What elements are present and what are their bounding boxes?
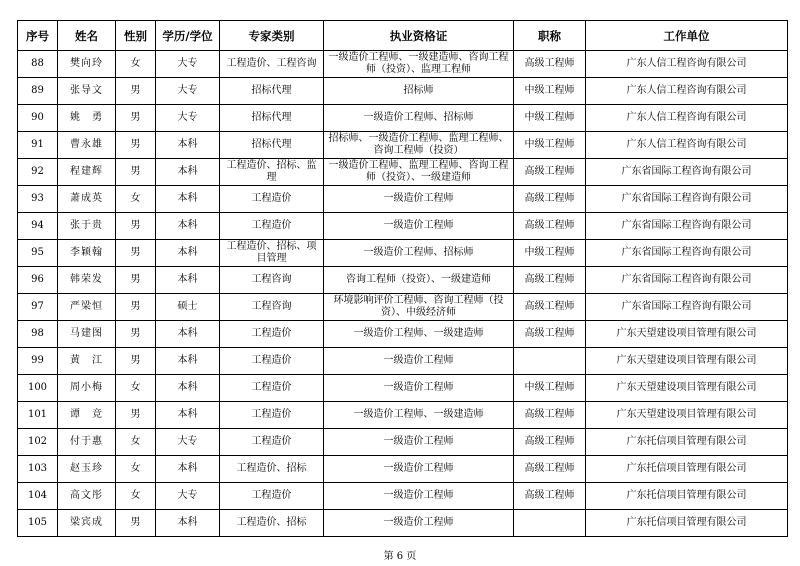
header-cell: 学历/学位 <box>156 21 220 51</box>
employer-cell: 广东省国际工程咨询有限公司 <box>586 294 788 321</box>
education-cell: 本科 <box>156 186 220 213</box>
employer-cell: 广东托信项目管理有限公司 <box>586 483 788 510</box>
serial-cell: 99 <box>18 348 58 375</box>
table-header-row <box>18 21 788 51</box>
page-number: 第 6 页 <box>383 551 417 562</box>
name-cell: 马建图 <box>58 321 116 348</box>
qualification-cell: 一级造价工程师、招标师 <box>324 105 514 132</box>
qualification-cell: 咨询工程师（投资）、一级建造师 <box>324 267 514 294</box>
category-cell: 招标代理 <box>220 78 324 105</box>
gender-cell: 男 <box>116 78 156 105</box>
qualification-cell: 招标师、一级造价工程师、监理工程师、咨询工程师（投资） <box>324 132 514 159</box>
education-cell: 本科 <box>156 510 220 537</box>
header-cell: 姓名 <box>58 21 116 51</box>
header-cell: 序号 <box>18 21 58 51</box>
table-row <box>18 375 788 402</box>
serial-cell: 93 <box>18 186 58 213</box>
table-row <box>18 78 788 105</box>
qualification-cell: 一级造价工程师 <box>324 429 514 456</box>
table-row <box>18 186 788 213</box>
title-cell: 高级工程师 <box>514 294 586 321</box>
table-row <box>18 51 788 78</box>
category-cell: 工程造价 <box>220 348 324 375</box>
education-cell: 大专 <box>156 429 220 456</box>
gender-cell: 女 <box>116 375 156 402</box>
title-cell: 中级工程师 <box>514 132 586 159</box>
education-cell: 本科 <box>156 375 220 402</box>
serial-cell: 89 <box>18 78 58 105</box>
title-cell <box>514 348 586 375</box>
category-cell: 工程造价 <box>220 402 324 429</box>
expert-table <box>17 20 788 537</box>
education-cell: 大专 <box>156 51 220 78</box>
serial-cell: 103 <box>18 456 58 483</box>
serial-cell: 90 <box>18 105 58 132</box>
education-cell: 硕士 <box>156 294 220 321</box>
gender-cell: 女 <box>116 186 156 213</box>
title-cell <box>514 510 586 537</box>
qualification-cell: 一级造价工程师 <box>324 375 514 402</box>
name-cell: 高文彤 <box>58 483 116 510</box>
qualification-cell: 环境影响评价工程师、咨询工程师（投资）、中级经济师 <box>324 294 514 321</box>
gender-cell: 男 <box>116 321 156 348</box>
name-cell: 李颖翰 <box>58 240 116 267</box>
table-row <box>18 429 788 456</box>
serial-cell: 100 <box>18 375 58 402</box>
table-row <box>18 294 788 321</box>
category-cell: 工程咨询 <box>220 294 324 321</box>
table-row <box>18 267 788 294</box>
header-cell: 职称 <box>514 21 586 51</box>
serial-cell: 95 <box>18 240 58 267</box>
category-cell: 工程造价、招标 <box>220 510 324 537</box>
qualification-cell: 一级造价工程师 <box>324 213 514 240</box>
category-cell: 工程咨询 <box>220 267 324 294</box>
table-row <box>18 402 788 429</box>
title-cell: 中级工程师 <box>514 105 586 132</box>
table-row <box>18 348 788 375</box>
employer-cell: 广东天望建设项目管理有限公司 <box>586 321 788 348</box>
title-cell: 中级工程师 <box>514 78 586 105</box>
gender-cell: 男 <box>116 294 156 321</box>
gender-cell: 男 <box>116 240 156 267</box>
employer-cell: 广东省国际工程咨询有限公司 <box>586 267 788 294</box>
employer-cell: 广东天望建设项目管理有限公司 <box>586 402 788 429</box>
education-cell: 本科 <box>156 321 220 348</box>
header-cell: 执业资格证 <box>324 21 514 51</box>
name-cell: 樊向玲 <box>58 51 116 78</box>
gender-cell: 女 <box>116 483 156 510</box>
title-cell: 中级工程师 <box>514 375 586 402</box>
education-cell: 本科 <box>156 456 220 483</box>
education-cell: 本科 <box>156 402 220 429</box>
education-cell: 大专 <box>156 78 220 105</box>
table-row <box>18 213 788 240</box>
name-cell: 程建辉 <box>58 159 116 186</box>
employer-cell: 广东省国际工程咨询有限公司 <box>586 213 788 240</box>
serial-cell: 94 <box>18 213 58 240</box>
serial-cell: 96 <box>18 267 58 294</box>
table-row <box>18 132 788 159</box>
education-cell: 本科 <box>156 240 220 267</box>
table-row <box>18 483 788 510</box>
table-row <box>18 321 788 348</box>
gender-cell: 女 <box>116 429 156 456</box>
table-row <box>18 159 788 186</box>
employer-cell: 广东人信工程咨询有限公司 <box>586 78 788 105</box>
category-cell: 工程造价 <box>220 483 324 510</box>
name-cell: 严梁恒 <box>58 294 116 321</box>
qualification-cell: 一级造价工程师、一级建造师 <box>324 402 514 429</box>
education-cell: 本科 <box>156 132 220 159</box>
employer-cell: 广东省国际工程咨询有限公司 <box>586 186 788 213</box>
name-cell: 张于贵 <box>58 213 116 240</box>
gender-cell: 男 <box>116 510 156 537</box>
qualification-cell: 一级造价工程师、一级建造师、咨询工程师（投资）、监理工程师 <box>324 51 514 78</box>
education-cell: 本科 <box>156 348 220 375</box>
qualification-cell: 一级造价工程师、监理工程师、咨询工程师（投资）、一级建造师 <box>324 159 514 186</box>
table-row <box>18 456 788 483</box>
employer-cell: 广东人信工程咨询有限公司 <box>586 51 788 78</box>
gender-cell: 男 <box>116 213 156 240</box>
category-cell: 工程造价、招标、项目管理 <box>220 240 324 267</box>
title-cell: 高级工程师 <box>514 321 586 348</box>
title-cell: 高级工程师 <box>514 483 586 510</box>
serial-cell: 92 <box>18 159 58 186</box>
name-cell: 付于惠 <box>58 429 116 456</box>
qualification-cell: 一级造价工程师 <box>324 186 514 213</box>
category-cell: 工程造价、招标 <box>220 456 324 483</box>
employer-cell: 广东省国际工程咨询有限公司 <box>586 240 788 267</box>
employer-cell: 广东人信工程咨询有限公司 <box>586 105 788 132</box>
serial-cell: 98 <box>18 321 58 348</box>
table-row <box>18 510 788 537</box>
table-row <box>18 105 788 132</box>
gender-cell: 男 <box>116 267 156 294</box>
name-cell: 韩荣发 <box>58 267 116 294</box>
serial-cell: 97 <box>18 294 58 321</box>
name-cell: 梁宾成 <box>58 510 116 537</box>
title-cell: 高级工程师 <box>514 429 586 456</box>
name-cell: 萧成英 <box>58 186 116 213</box>
gender-cell: 女 <box>116 456 156 483</box>
qualification-cell: 一级造价工程师 <box>324 456 514 483</box>
employer-cell: 广东人信工程咨询有限公司 <box>586 132 788 159</box>
serial-cell: 88 <box>18 51 58 78</box>
gender-cell: 男 <box>116 132 156 159</box>
gender-cell: 男 <box>116 402 156 429</box>
name-cell: 赵玉珍 <box>58 456 116 483</box>
title-cell: 中级工程师 <box>514 240 586 267</box>
qualification-cell: 一级造价工程师 <box>324 348 514 375</box>
employer-cell: 广东托信项目管理有限公司 <box>586 429 788 456</box>
employer-cell: 广东省国际工程咨询有限公司 <box>586 159 788 186</box>
education-cell: 本科 <box>156 267 220 294</box>
employer-cell: 广东托信项目管理有限公司 <box>586 456 788 483</box>
category-cell: 招标代理 <box>220 132 324 159</box>
header-cell: 专家类别 <box>220 21 324 51</box>
title-cell: 高级工程师 <box>514 402 586 429</box>
name-cell: 曹永雄 <box>58 132 116 159</box>
gender-cell: 女 <box>116 51 156 78</box>
employer-cell: 广东托信项目管理有限公司 <box>586 510 788 537</box>
category-cell: 工程造价 <box>220 429 324 456</box>
category-cell: 工程造价、招标、监理 <box>220 159 324 186</box>
name-cell: 黄 江 <box>58 348 116 375</box>
category-cell: 工程造价 <box>220 375 324 402</box>
category-cell: 工程造价 <box>220 213 324 240</box>
header-cell: 工作单位 <box>586 21 788 51</box>
gender-cell: 男 <box>116 348 156 375</box>
serial-cell: 91 <box>18 132 58 159</box>
title-cell: 高级工程师 <box>514 213 586 240</box>
name-cell: 姚 勇 <box>58 105 116 132</box>
education-cell: 大专 <box>156 105 220 132</box>
category-cell: 招标代理 <box>220 105 324 132</box>
title-cell: 高级工程师 <box>514 267 586 294</box>
title-cell: 高级工程师 <box>514 51 586 78</box>
education-cell: 本科 <box>156 159 220 186</box>
table-row <box>18 240 788 267</box>
name-cell: 谭 竞 <box>58 402 116 429</box>
qualification-cell: 一级造价工程师、一级建造师 <box>324 321 514 348</box>
employer-cell: 广东天望建设项目管理有限公司 <box>586 348 788 375</box>
title-cell: 高级工程师 <box>514 456 586 483</box>
serial-cell: 101 <box>18 402 58 429</box>
gender-cell: 男 <box>116 105 156 132</box>
serial-cell: 105 <box>18 510 58 537</box>
category-cell: 工程造价、工程咨询 <box>220 51 324 78</box>
category-cell: 工程造价 <box>220 186 324 213</box>
qualification-cell: 一级造价工程师、招标师 <box>324 240 514 267</box>
education-cell: 本科 <box>156 213 220 240</box>
title-cell: 高级工程师 <box>514 159 586 186</box>
education-cell: 大专 <box>156 483 220 510</box>
qualification-cell: 招标师 <box>324 78 514 105</box>
qualification-cell: 一级造价工程师 <box>324 510 514 537</box>
serial-cell: 104 <box>18 483 58 510</box>
serial-cell: 102 <box>18 429 58 456</box>
employer-cell: 广东天望建设项目管理有限公司 <box>586 375 788 402</box>
gender-cell: 男 <box>116 159 156 186</box>
category-cell: 工程造价 <box>220 321 324 348</box>
qualification-cell: 一级造价工程师 <box>324 483 514 510</box>
header-cell: 性别 <box>116 21 156 51</box>
title-cell: 高级工程师 <box>514 186 586 213</box>
name-cell: 周小梅 <box>58 375 116 402</box>
name-cell: 张导文 <box>58 78 116 105</box>
